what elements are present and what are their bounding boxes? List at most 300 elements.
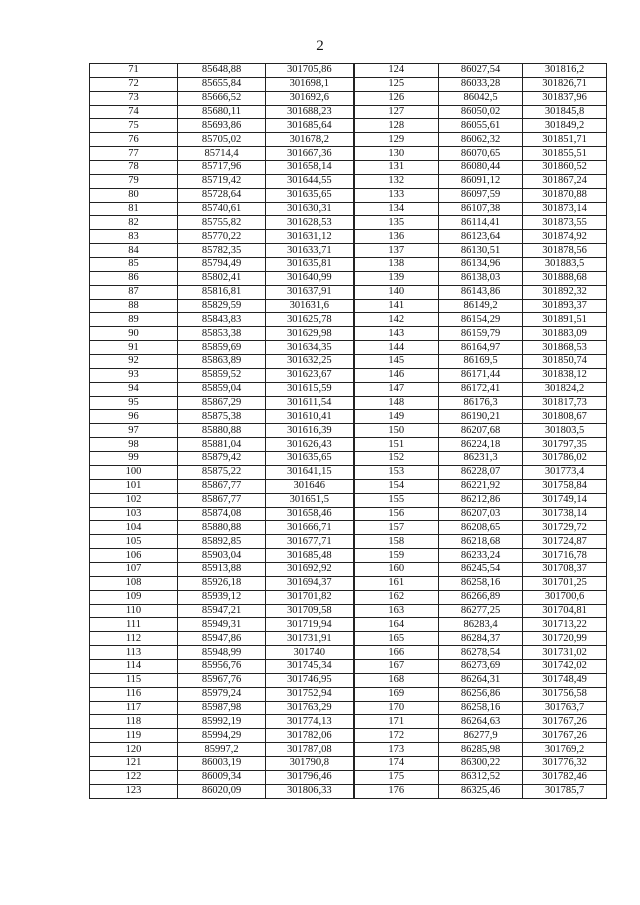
point-number-cell: 147 — [354, 382, 439, 396]
point-number-cell: 120 — [90, 743, 178, 757]
table-row — [90, 119, 607, 133]
point-number-cell: 138 — [354, 258, 439, 272]
x-coordinate-cell: 86208,65 — [439, 521, 523, 535]
point-number-cell: 154 — [354, 479, 439, 493]
x-coordinate-cell: 86221,92 — [439, 479, 523, 493]
y-coordinate-cell: 301883,09 — [523, 327, 607, 341]
table-row — [90, 258, 607, 272]
y-coordinate-cell: 301616,39 — [266, 424, 354, 438]
y-coordinate-cell: 301631,12 — [266, 230, 354, 244]
y-coordinate-cell: 301873,14 — [523, 202, 607, 216]
x-coordinate-cell: 85939,12 — [178, 590, 266, 604]
x-coordinate-cell: 85666,52 — [178, 91, 266, 105]
y-coordinate-cell: 301742,02 — [523, 659, 607, 673]
point-number-cell: 172 — [354, 729, 439, 743]
x-coordinate-cell: 86284,37 — [439, 632, 523, 646]
point-number-cell: 75 — [90, 119, 178, 133]
x-coordinate-cell: 85880,88 — [178, 521, 266, 535]
y-coordinate-cell: 301745,34 — [266, 659, 354, 673]
y-coordinate-cell: 301630,31 — [266, 202, 354, 216]
y-coordinate-cell: 301797,35 — [523, 438, 607, 452]
point-number-cell: 144 — [354, 341, 439, 355]
point-number-cell: 160 — [354, 562, 439, 576]
table-row — [90, 341, 607, 355]
table-row — [90, 507, 607, 521]
point-number-cell: 161 — [354, 576, 439, 590]
table-row — [90, 701, 607, 715]
y-coordinate-cell: 301796,46 — [266, 770, 354, 784]
point-number-cell: 101 — [90, 479, 178, 493]
x-coordinate-cell: 86325,46 — [439, 784, 523, 798]
x-coordinate-cell: 85655,84 — [178, 77, 266, 91]
y-coordinate-cell: 301626,43 — [266, 438, 354, 452]
x-coordinate-cell: 85770,22 — [178, 230, 266, 244]
y-coordinate-cell: 301808,67 — [523, 410, 607, 424]
point-number-cell: 167 — [354, 659, 439, 673]
point-number-cell: 110 — [90, 604, 178, 618]
point-number-cell: 73 — [90, 91, 178, 105]
table-row — [90, 299, 607, 313]
y-coordinate-cell: 301740 — [266, 646, 354, 660]
x-coordinate-cell: 86138,03 — [439, 271, 523, 285]
table-row — [90, 64, 607, 78]
x-coordinate-cell: 86300,22 — [439, 756, 523, 770]
table-row — [90, 147, 607, 161]
table-row — [90, 133, 607, 147]
x-coordinate-cell: 86172,41 — [439, 382, 523, 396]
table-row — [90, 188, 607, 202]
point-number-cell: 117 — [90, 701, 178, 715]
x-coordinate-cell: 85782,35 — [178, 244, 266, 258]
point-number-cell: 150 — [354, 424, 439, 438]
table-row — [90, 590, 607, 604]
point-number-cell: 122 — [90, 770, 178, 784]
y-coordinate-cell: 301782,46 — [523, 770, 607, 784]
point-number-cell: 169 — [354, 687, 439, 701]
x-coordinate-cell: 85859,04 — [178, 382, 266, 396]
y-coordinate-cell: 301850,74 — [523, 355, 607, 369]
y-coordinate-cell: 301720,99 — [523, 632, 607, 646]
x-coordinate-cell: 85802,41 — [178, 271, 266, 285]
y-coordinate-cell: 301611,54 — [266, 396, 354, 410]
table-row — [90, 729, 607, 743]
x-coordinate-cell: 85816,81 — [178, 285, 266, 299]
x-coordinate-cell: 86233,24 — [439, 549, 523, 563]
y-coordinate-cell: 301748,49 — [523, 673, 607, 687]
point-number-cell: 140 — [354, 285, 439, 299]
point-number-cell: 96 — [90, 410, 178, 424]
point-number-cell: 83 — [90, 230, 178, 244]
y-coordinate-cell: 301716,78 — [523, 549, 607, 563]
point-number-cell: 108 — [90, 576, 178, 590]
y-coordinate-cell: 301640,99 — [266, 271, 354, 285]
y-coordinate-cell: 301632,25 — [266, 355, 354, 369]
point-number-cell: 107 — [90, 562, 178, 576]
y-coordinate-cell: 301713,22 — [523, 618, 607, 632]
y-coordinate-cell: 301701,82 — [266, 590, 354, 604]
point-number-cell: 159 — [354, 549, 439, 563]
y-coordinate-cell: 301883,5 — [523, 258, 607, 272]
table-row — [90, 244, 607, 258]
table-row — [90, 424, 607, 438]
table-row — [90, 465, 607, 479]
point-number-cell: 95 — [90, 396, 178, 410]
point-number-cell: 153 — [354, 465, 439, 479]
x-coordinate-cell: 85987,98 — [178, 701, 266, 715]
point-number-cell: 136 — [354, 230, 439, 244]
x-coordinate-cell: 85913,88 — [178, 562, 266, 576]
y-coordinate-cell: 301705,86 — [266, 64, 354, 78]
table-row — [90, 562, 607, 576]
x-coordinate-cell: 86312,52 — [439, 770, 523, 784]
y-coordinate-cell: 301767,26 — [523, 729, 607, 743]
point-number-cell: 134 — [354, 202, 439, 216]
table-row — [90, 452, 607, 466]
y-coordinate-cell: 301677,71 — [266, 535, 354, 549]
x-coordinate-cell: 86097,59 — [439, 188, 523, 202]
y-coordinate-cell: 301635,81 — [266, 258, 354, 272]
point-number-cell: 87 — [90, 285, 178, 299]
table-row — [90, 659, 607, 673]
x-coordinate-cell: 86107,38 — [439, 202, 523, 216]
y-coordinate-cell: 301708,37 — [523, 562, 607, 576]
y-coordinate-cell: 301867,24 — [523, 174, 607, 188]
y-coordinate-cell: 301893,37 — [523, 299, 607, 313]
point-number-cell: 105 — [90, 535, 178, 549]
y-coordinate-cell: 301838,12 — [523, 368, 607, 382]
point-number-cell: 176 — [354, 784, 439, 798]
x-coordinate-cell: 85714,4 — [178, 147, 266, 161]
x-coordinate-cell: 86264,63 — [439, 715, 523, 729]
point-number-cell: 106 — [90, 549, 178, 563]
point-number-cell: 156 — [354, 507, 439, 521]
point-number-cell: 114 — [90, 659, 178, 673]
point-number-cell: 79 — [90, 174, 178, 188]
point-number-cell: 97 — [90, 424, 178, 438]
y-coordinate-cell: 301667,36 — [266, 147, 354, 161]
y-coordinate-cell: 301851,71 — [523, 133, 607, 147]
x-coordinate-cell: 86033,28 — [439, 77, 523, 91]
coordinates-table-body — [90, 64, 607, 799]
point-number-cell: 112 — [90, 632, 178, 646]
x-coordinate-cell: 86055,61 — [439, 119, 523, 133]
point-number-cell: 131 — [354, 161, 439, 175]
x-coordinate-cell: 85949,31 — [178, 618, 266, 632]
x-coordinate-cell: 85717,96 — [178, 161, 266, 175]
point-number-cell: 137 — [354, 244, 439, 258]
y-coordinate-cell: 301709,58 — [266, 604, 354, 618]
x-coordinate-cell: 85997,2 — [178, 743, 266, 757]
x-coordinate-cell: 86207,68 — [439, 424, 523, 438]
point-number-cell: 146 — [354, 368, 439, 382]
x-coordinate-cell: 86070,65 — [439, 147, 523, 161]
table-row — [90, 271, 607, 285]
x-coordinate-cell: 85881,04 — [178, 438, 266, 452]
point-number-cell: 175 — [354, 770, 439, 784]
table-row — [90, 202, 607, 216]
point-number-cell: 145 — [354, 355, 439, 369]
y-coordinate-cell: 301625,78 — [266, 313, 354, 327]
x-coordinate-cell: 85648,88 — [178, 64, 266, 78]
point-number-cell: 80 — [90, 188, 178, 202]
y-coordinate-cell: 301874,92 — [523, 230, 607, 244]
y-coordinate-cell: 301644,55 — [266, 174, 354, 188]
table-row — [90, 521, 607, 535]
table-row — [90, 368, 607, 382]
point-number-cell: 100 — [90, 465, 178, 479]
x-coordinate-cell: 85867,77 — [178, 493, 266, 507]
x-coordinate-cell: 85879,42 — [178, 452, 266, 466]
point-number-cell: 71 — [90, 64, 178, 78]
table-row — [90, 479, 607, 493]
table-row — [90, 105, 607, 119]
x-coordinate-cell: 86277,25 — [439, 604, 523, 618]
table-row — [90, 604, 607, 618]
point-number-cell: 128 — [354, 119, 439, 133]
x-coordinate-cell: 86003,19 — [178, 756, 266, 770]
table-row — [90, 493, 607, 507]
x-coordinate-cell: 86190,21 — [439, 410, 523, 424]
table-row — [90, 161, 607, 175]
table-row — [90, 396, 607, 410]
x-coordinate-cell: 86258,16 — [439, 576, 523, 590]
table-row — [90, 646, 607, 660]
table-row — [90, 576, 607, 590]
point-number-cell: 121 — [90, 756, 178, 770]
table-row — [90, 327, 607, 341]
point-number-cell: 111 — [90, 618, 178, 632]
x-coordinate-cell: 85956,76 — [178, 659, 266, 673]
point-number-cell: 130 — [354, 147, 439, 161]
point-number-cell: 152 — [354, 452, 439, 466]
x-coordinate-cell: 85892,85 — [178, 535, 266, 549]
y-coordinate-cell: 301698,1 — [266, 77, 354, 91]
x-coordinate-cell: 86114,41 — [439, 216, 523, 230]
y-coordinate-cell: 301752,94 — [266, 687, 354, 701]
point-number-cell: 119 — [90, 729, 178, 743]
y-coordinate-cell: 301658,46 — [266, 507, 354, 521]
x-coordinate-cell: 85863,89 — [178, 355, 266, 369]
x-coordinate-cell: 85874,08 — [178, 507, 266, 521]
point-number-cell: 85 — [90, 258, 178, 272]
x-coordinate-cell: 85867,77 — [178, 479, 266, 493]
y-coordinate-cell: 301633,71 — [266, 244, 354, 258]
table-row — [90, 355, 607, 369]
x-coordinate-cell: 86266,89 — [439, 590, 523, 604]
coordinates-table — [89, 63, 607, 799]
table-row — [90, 549, 607, 563]
point-number-cell: 148 — [354, 396, 439, 410]
y-coordinate-cell: 301641,15 — [266, 465, 354, 479]
point-number-cell: 173 — [354, 743, 439, 757]
point-number-cell: 86 — [90, 271, 178, 285]
y-coordinate-cell: 301888,68 — [523, 271, 607, 285]
y-coordinate-cell: 301849,2 — [523, 119, 607, 133]
page-number: 2 — [316, 38, 324, 54]
x-coordinate-cell: 86143,86 — [439, 285, 523, 299]
point-number-cell: 74 — [90, 105, 178, 119]
x-coordinate-cell: 86171,44 — [439, 368, 523, 382]
x-coordinate-cell: 85843,83 — [178, 313, 266, 327]
table-row — [90, 174, 607, 188]
x-coordinate-cell: 86277,9 — [439, 729, 523, 743]
y-coordinate-cell: 301731,91 — [266, 632, 354, 646]
y-coordinate-cell: 301628,53 — [266, 216, 354, 230]
x-coordinate-cell: 86285,98 — [439, 743, 523, 757]
y-coordinate-cell: 301870,88 — [523, 188, 607, 202]
x-coordinate-cell: 85719,42 — [178, 174, 266, 188]
y-coordinate-cell: 301738,14 — [523, 507, 607, 521]
point-number-cell: 135 — [354, 216, 439, 230]
x-coordinate-cell: 85948,99 — [178, 646, 266, 660]
x-coordinate-cell: 85755,82 — [178, 216, 266, 230]
x-coordinate-cell: 85794,49 — [178, 258, 266, 272]
y-coordinate-cell: 301826,71 — [523, 77, 607, 91]
point-number-cell: 98 — [90, 438, 178, 452]
y-coordinate-cell: 301776,32 — [523, 756, 607, 770]
y-coordinate-cell: 301623,67 — [266, 368, 354, 382]
x-coordinate-cell: 85880,88 — [178, 424, 266, 438]
x-coordinate-cell: 85728,64 — [178, 188, 266, 202]
y-coordinate-cell: 301692,92 — [266, 562, 354, 576]
y-coordinate-cell: 301719,94 — [266, 618, 354, 632]
point-number-cell: 168 — [354, 673, 439, 687]
point-number-cell: 72 — [90, 77, 178, 91]
y-coordinate-cell: 301855,51 — [523, 147, 607, 161]
x-coordinate-cell: 86154,29 — [439, 313, 523, 327]
table-row — [90, 687, 607, 701]
x-coordinate-cell: 86256,86 — [439, 687, 523, 701]
x-coordinate-cell: 85903,04 — [178, 549, 266, 563]
point-number-cell: 143 — [354, 327, 439, 341]
x-coordinate-cell: 86264,31 — [439, 673, 523, 687]
point-number-cell: 78 — [90, 161, 178, 175]
x-coordinate-cell: 85867,29 — [178, 396, 266, 410]
y-coordinate-cell: 301646 — [266, 479, 354, 493]
point-number-cell: 142 — [354, 313, 439, 327]
table-row — [90, 285, 607, 299]
point-number-cell: 165 — [354, 632, 439, 646]
y-coordinate-cell: 301873,55 — [523, 216, 607, 230]
x-coordinate-cell: 86164,97 — [439, 341, 523, 355]
point-number-cell: 149 — [354, 410, 439, 424]
x-coordinate-cell: 86130,51 — [439, 244, 523, 258]
point-number-cell: 127 — [354, 105, 439, 119]
point-number-cell: 155 — [354, 493, 439, 507]
table-row — [90, 410, 607, 424]
y-coordinate-cell: 301790,8 — [266, 756, 354, 770]
y-coordinate-cell: 301860,52 — [523, 161, 607, 175]
point-number-cell: 113 — [90, 646, 178, 660]
point-number-cell: 129 — [354, 133, 439, 147]
x-coordinate-cell: 85926,18 — [178, 576, 266, 590]
y-coordinate-cell: 301845,8 — [523, 105, 607, 119]
point-number-cell: 84 — [90, 244, 178, 258]
table-row — [90, 313, 607, 327]
y-coordinate-cell: 301629,98 — [266, 327, 354, 341]
x-coordinate-cell: 85859,52 — [178, 368, 266, 382]
y-coordinate-cell: 301892,32 — [523, 285, 607, 299]
y-coordinate-cell: 301688,23 — [266, 105, 354, 119]
table-row — [90, 230, 607, 244]
y-coordinate-cell: 301700,6 — [523, 590, 607, 604]
x-coordinate-cell: 86245,54 — [439, 562, 523, 576]
point-number-cell: 166 — [354, 646, 439, 660]
y-coordinate-cell: 301868,53 — [523, 341, 607, 355]
x-coordinate-cell: 85875,38 — [178, 410, 266, 424]
x-coordinate-cell: 86080,44 — [439, 161, 523, 175]
x-coordinate-cell: 86134,96 — [439, 258, 523, 272]
y-coordinate-cell: 301666,71 — [266, 521, 354, 535]
x-coordinate-cell: 86062,32 — [439, 133, 523, 147]
point-number-cell: 115 — [90, 673, 178, 687]
point-number-cell: 158 — [354, 535, 439, 549]
table-row — [90, 673, 607, 687]
y-coordinate-cell: 301729,72 — [523, 521, 607, 535]
point-number-cell: 126 — [354, 91, 439, 105]
table-row — [90, 784, 607, 798]
point-number-cell: 93 — [90, 368, 178, 382]
x-coordinate-cell: 86169,5 — [439, 355, 523, 369]
y-coordinate-cell: 301785,7 — [523, 784, 607, 798]
y-coordinate-cell: 301610,41 — [266, 410, 354, 424]
x-coordinate-cell: 86050,02 — [439, 105, 523, 119]
y-coordinate-cell: 301767,26 — [523, 715, 607, 729]
y-coordinate-cell: 301774,13 — [266, 715, 354, 729]
x-coordinate-cell: 86027,54 — [439, 64, 523, 78]
table-row — [90, 438, 607, 452]
point-number-cell: 174 — [354, 756, 439, 770]
point-number-cell: 141 — [354, 299, 439, 313]
y-coordinate-cell: 301817,73 — [523, 396, 607, 410]
y-coordinate-cell: 301678,2 — [266, 133, 354, 147]
point-number-cell: 139 — [354, 271, 439, 285]
point-number-cell: 109 — [90, 590, 178, 604]
point-number-cell: 163 — [354, 604, 439, 618]
x-coordinate-cell: 86009,34 — [178, 770, 266, 784]
x-coordinate-cell: 86159,79 — [439, 327, 523, 341]
x-coordinate-cell: 85875,22 — [178, 465, 266, 479]
point-number-cell: 94 — [90, 382, 178, 396]
x-coordinate-cell: 85740,61 — [178, 202, 266, 216]
point-number-cell: 125 — [354, 77, 439, 91]
y-coordinate-cell: 301615,59 — [266, 382, 354, 396]
point-number-cell: 81 — [90, 202, 178, 216]
y-coordinate-cell: 301824,2 — [523, 382, 607, 396]
table-row — [90, 743, 607, 757]
y-coordinate-cell: 301891,51 — [523, 313, 607, 327]
y-coordinate-cell: 301746,95 — [266, 673, 354, 687]
x-coordinate-cell: 85705,02 — [178, 133, 266, 147]
table-row — [90, 618, 607, 632]
x-coordinate-cell: 85967,76 — [178, 673, 266, 687]
point-number-cell: 91 — [90, 341, 178, 355]
point-number-cell: 103 — [90, 507, 178, 521]
x-coordinate-cell: 86228,07 — [439, 465, 523, 479]
x-coordinate-cell: 86020,09 — [178, 784, 266, 798]
y-coordinate-cell: 301763,7 — [523, 701, 607, 715]
table-row — [90, 535, 607, 549]
y-coordinate-cell: 301787,08 — [266, 743, 354, 757]
y-coordinate-cell: 301637,91 — [266, 285, 354, 299]
x-coordinate-cell: 86149,2 — [439, 299, 523, 313]
x-coordinate-cell: 86218,68 — [439, 535, 523, 549]
table-row — [90, 715, 607, 729]
x-coordinate-cell: 86123,64 — [439, 230, 523, 244]
point-number-cell: 116 — [90, 687, 178, 701]
x-coordinate-cell: 85693,86 — [178, 119, 266, 133]
point-number-cell: 132 — [354, 174, 439, 188]
